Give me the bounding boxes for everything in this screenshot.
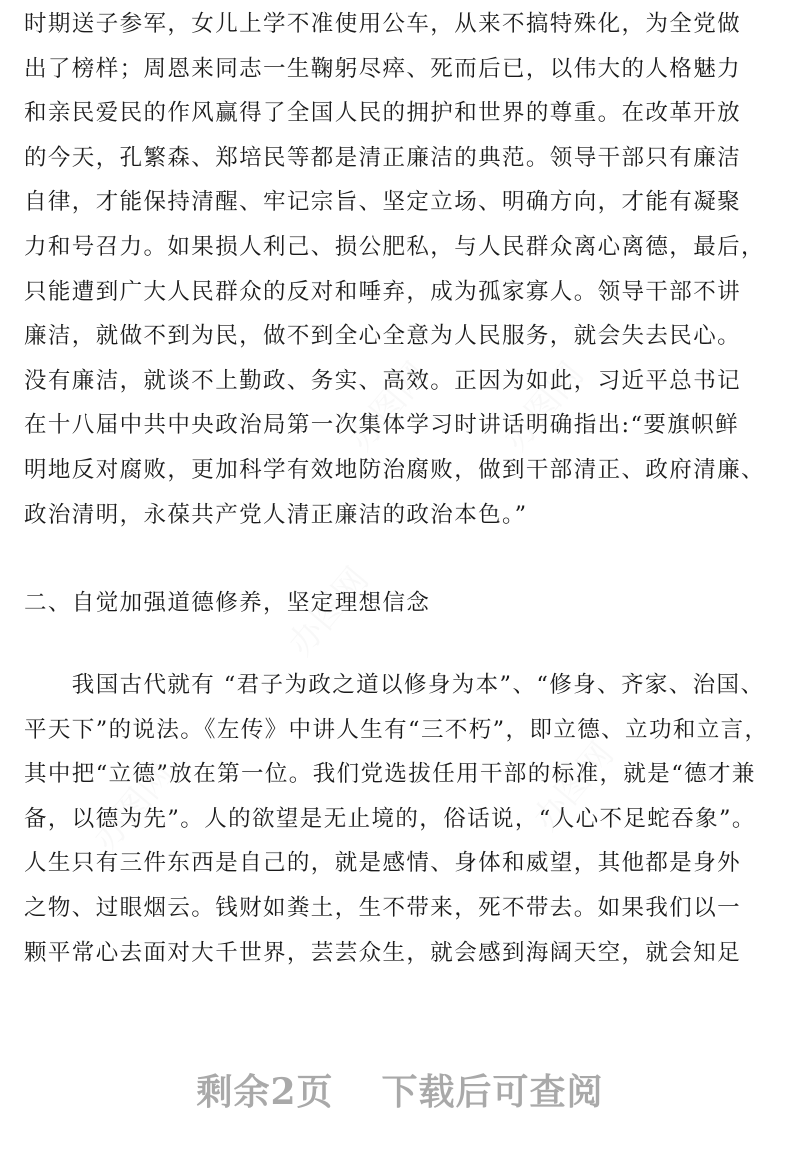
text-line: 自律，才能保持清醒、牢记宗旨、坚定立场、明确方向，才能有凝聚 [24,189,742,216]
text-line: 在十八届中共中央政治局第一次集体学习时讲话明确指出:“要旗帜鲜 [24,412,739,439]
text-line: 平天下”的说法。《左传》中讲人生有“三不朽”，即立德、立功和立言， [24,716,769,743]
remaining-pages-text: 剩余2页 [196,1071,334,1113]
download-prompt[interactable] [0,1062,800,1122]
text-line: 没有廉洁，就谈不上勤政、务实、高效。正因为如此，习近平总书记 [24,367,742,394]
text-line: 政治清明，永葆共产党人清正廉洁的政治本色。” [24,501,528,528]
text-line: 我国古代就有 “君子为政之道以修身为本”、“修身、齐家、治国、 [24,672,765,698]
watermark: 办图网 [495,354,592,459]
text-line: 明地反对腐败，更加科学有效地防治腐败，做到干部清正、政府清廉、 [24,456,765,483]
text-line: 之物、过眼烟云。钱财如粪土，生不带来，死不带去。如果我们以一 [24,894,742,921]
download-hint-text: 下载后可查阅 [381,1071,604,1113]
watermark: 办图网 [280,559,377,664]
paragraph-1 [24,2,784,537]
text-line: 力和号召力。如果损人利己、损公肥私，与人民群众离心离德，最后， [24,233,765,260]
text-line: 廉洁，就做不到为民，做不到全心全意为人民服务，就会失去民心。 [24,323,742,350]
text-line: 人生只有三件东西是自己的，就是感情、身体和威望，其他都是身外 [24,850,742,877]
watermark: 办图网 [525,734,622,839]
text-line: 颗平常心去面对大千世界，芸芸众生，就会感到海阔天空，就会知足 [24,939,742,966]
text-line: 只能遭到广大人民群众的反对和唾弃，成为孤家寡人。领导干部不讲 [24,278,742,305]
text-line: 和亲民爱民的作风赢得了全国人民的拥护和世界的尊重。在改革开放 [24,100,742,127]
text-line: 备，以德为先”。人的欲望是无止境的，俗话说，“人心不足蛇吞象”。 [24,805,756,832]
text-line: 的今天，孔繁森、郑培民等都是清正廉洁的典范。领导干部只有廉洁 [24,144,742,171]
section-heading: 二、自觉加强道德修养，坚定理想信念 [24,590,431,616]
text-line: 其中把“立德”放在第一位。我们党选拔任用干部的标准，就是“德才兼 [24,761,756,788]
watermark: 办图网 [340,354,437,459]
watermark: 办图网 [85,754,182,859]
text-line: 出了榜样；周恩来同志一生鞠躬尽瘁、死而后已，以伟大的人格魅力 [24,55,742,82]
text-line: 时期送子参军，女儿上学不准使用公车，从来不搞特殊化，为全党做 [24,11,742,37]
